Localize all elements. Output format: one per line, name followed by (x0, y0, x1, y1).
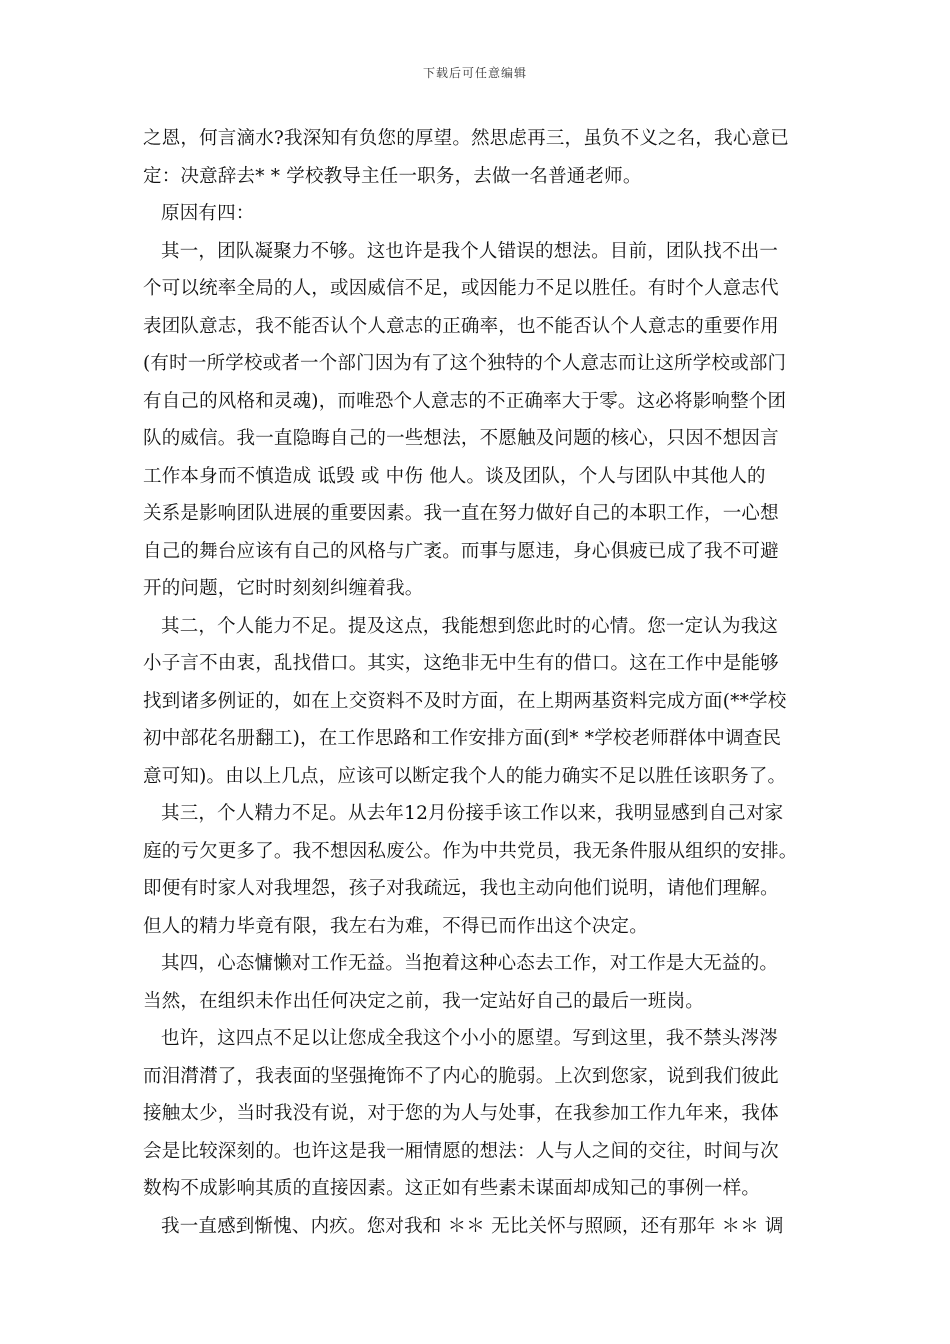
text-line: 意可知)。由以上几点，应该可以断定我个人的能力确实不足以胜任该职务了。 (143, 765, 787, 787)
text-line: 关系是影响团队进展的重要因素。我一直在努力做好自己的本职工作，一心想 (143, 503, 779, 524)
text-line: 数构不成影响其质的直接因素。这正如有些素未谋面却成知己的事例一样。 (143, 1178, 761, 1199)
text-line: 我一直感到惭愧、内疚。您对我和 ＊＊ 无比关怀与照顾，还有那年 ＊＊ 调 (161, 1215, 784, 1237)
text-line: 而泪潸潸了，我表面的坚强掩饰不了内心的脆弱。上次到您家，说到我们彼此 (143, 1065, 779, 1087)
text-line: 其一，团队凝聚力不够。这也许是我个人错误的想法。目前，团队找不出一 (161, 240, 779, 262)
document-body (143, 120, 833, 1245)
text-line: 开的问题，它时时刻刻纠缠着我。 (143, 578, 424, 599)
text-line: 队的威信。我一直隐晦自己的一些想法，不愿触及问题的核心，只因不想因言 (143, 428, 779, 449)
page-header: 下载后可任意编辑 (422, 66, 527, 80)
text-line: 庭的亏欠更多了。我不想因私废公。作为中共党员，我无条件服从组织的安排。 (143, 840, 798, 862)
text-line: 自己的舞台应该有自己的风格与广袤。而事与愿违，身心俱疲已成了我不可避 (143, 540, 779, 562)
text-line: 其四，心态慵懒对工作无益。当抱着这种心态去工作，对工作是大无益的。 (161, 953, 779, 974)
text-line: 定：决意辞去* * 学校教导主任一职务，去做一名普通老师。 (143, 165, 642, 187)
text-line: 当然，在组织未作出任何决定之前，我一定站好自己的最后一班岗。 (143, 990, 705, 1012)
text-line: 也许，这四点不足以让您成全我这个小小的愿望。写到这里，我不禁头涔涔 (161, 1028, 779, 1049)
text-line: 之恩，何言滴水?我深知有负您的厚望。然思虑再三，虽负不义之名，我心意已 (143, 128, 789, 149)
text-line: 原因有四： (161, 203, 255, 224)
text-line: 有自己的风格和灵魂)，而唯恐个人意志的不正确率大于零。这必将影响整个团 (143, 390, 787, 412)
text-line: 即便有时家人对我埋怨，孩子对我疏远，我也主动向他们说明，请他们理解。 (143, 878, 779, 899)
text-line: 但人的精力毕竟有限，我左右为难，不得已而作出这个决定。 (143, 915, 648, 937)
text-line: 小子言不由衷，乱找借口。其实，这绝非无中生有的借口。这在工作中是能够 (143, 653, 779, 674)
text-line: 其二，个人能力不足。提及这点，我能想到您此时的心情。您一定认为我这 (161, 615, 779, 637)
text-line: 初中部花名册翻工)，在工作思路和工作安排方面(到* *学校老师群体中调查民 (143, 728, 782, 749)
text-line: (有时一所学校或者一个部门因为有了这个独特的个人意志而让这所学校或部门 (143, 353, 787, 374)
text-line: 表团队意志，我不能否认个人意志的正确率，也不能否认个人意志的重要作用 (143, 315, 779, 337)
text-line: 会是比较深刻的。也许这是我一厢情愿的想法：人与人之间的交往，时间与次 (143, 1140, 779, 1162)
text-line: 找到诸多例证的，如在上交资料不及时方面，在上期两基资料完成方面(**学校 (143, 690, 787, 712)
text-line: 接触太少，当时我没有说，对于您的为人与处事，在我参加工作九年来，我体 (143, 1103, 779, 1124)
text-line: 个可以统率全局的人，或因威信不足，或因能力不足以胜任。有时个人意志代 (143, 278, 779, 299)
text-line: 工作本身而不慎造成 诋毁 或 中伤 他人。谈及团队，个人与团队中其他人的 (143, 465, 766, 487)
text-line: 其三，个人精力不足。从去年12月份接手该工作以来，我明显感到自己对家 (161, 803, 784, 824)
